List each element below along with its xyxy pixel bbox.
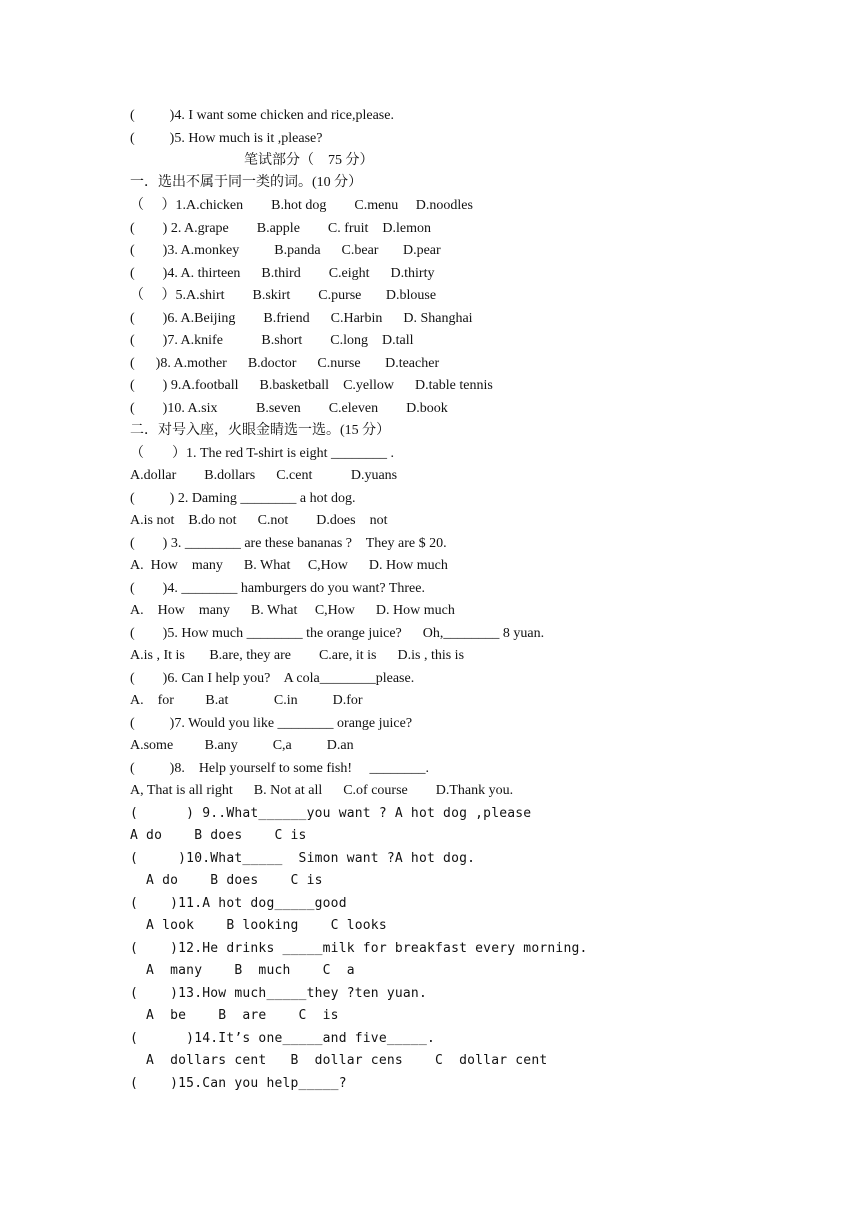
s2-question-8: ( )8. Help yourself to some fish! ________. [130, 761, 430, 776]
section2-title: 二．对号入座，火眼金睛选一选。(15 分） [130, 423, 391, 438]
s2-options-13: A be B are C is [130, 1008, 339, 1023]
s2-question-9: ( ) 9..What______you want ? A hot dog ,please [130, 806, 532, 821]
s2-question-13: ( )13.How much_____they ?ten yuan. [130, 986, 427, 1001]
s2-options-8: A, That is all right B. Not at all C.of course D.Thank you. [130, 783, 514, 798]
s1-question-9: ( ) 9.A.football B.basketball C.yellow D.table tennis [130, 378, 493, 393]
s1-question-3: ( )3. A.monkey B.panda C.bear D.pear [130, 243, 441, 258]
s2-options-6: A. for B.at C.in D.for [130, 693, 363, 708]
s1-question-10: ( )10. A.six B.seven C.eleven D.book [130, 401, 448, 416]
s2-options-10: A do B does C is [130, 873, 323, 888]
written-part-title: 笔试部分（ 75 分） [244, 153, 374, 168]
section1-title: 一．选出不属于同一类的词。(10 分） [130, 175, 363, 190]
s2-options-14: A dollars cent B dollar cens C dollar cent [130, 1053, 548, 1068]
s2-question-5: ( )5. How much ________ the orange juice? Oh,________ 8 yuan. [130, 626, 545, 641]
s2-options-7: A.some B.any C,a D.an [130, 738, 354, 753]
s2-question-12: ( )12.He drinks _____milk for breakfast every morning. [130, 941, 588, 956]
listening-item-5: ( )5. How much is it ,please? [130, 131, 323, 146]
s2-question-1: （ ）1. The red T-shirt is eight ________ . [130, 446, 395, 461]
s2-question-6: ( )6. Can I help you? A cola________please. [130, 671, 415, 686]
listening-item-4: ( )4. I want some chicken and rice,please. [130, 108, 394, 123]
s2-question-4: ( )4. ________ hamburgers do you want? Three. [130, 581, 425, 596]
s2-question-2: ( ) 2. Daming ________ a hot dog. [130, 491, 356, 506]
s1-question-2: ( ) 2. A.grape B.apple C. fruit D.lemon [130, 221, 431, 236]
s2-question-10: ( )10.What_____ Simon want ?A hot dog. [130, 851, 476, 866]
s2-options-12: A many B much C a [130, 963, 355, 978]
s2-options-3: A. How many B. What C,How D. How much [130, 558, 448, 573]
s2-question-3: ( ) 3. ________ are these bananas ? They are $ 20. [130, 536, 447, 551]
s1-question-8: ( )8. A.mother B.doctor C.nurse D.teacher [130, 356, 440, 371]
s2-options-9: A do B does C is [130, 828, 307, 843]
s2-options-11: A look B looking C looks [130, 918, 387, 933]
s2-options-5: A.is , It is B.are, they are C.are, it is D.is , this is [130, 648, 465, 663]
s2-options-2: A.is not B.do not C.not D.does not [130, 513, 388, 528]
s1-question-1: （ ）1.A.chicken B.hot dog C.menu D.noodles [130, 198, 473, 213]
s2-question-11: ( )11.A hot dog_____good [130, 896, 347, 911]
s1-question-6: ( )6. A.Beijing B.friend C.Harbin D. Shanghai [130, 311, 473, 326]
s2-question-14: ( )14.It’s one_____and five_____. [130, 1031, 436, 1046]
s2-options-1: A.dollar B.dollars C.cent D.yuans [130, 468, 398, 483]
s2-question-7: ( )7. Would you like ________ orange juice? [130, 716, 413, 731]
s1-question-5: （ ）5.A.shirt B.skirt C.purse D.blouse [130, 288, 437, 303]
s2-options-4: A. How many B. What C,How D. How much [130, 603, 455, 618]
s1-question-7: ( )7. A.knife B.short C.long D.tall [130, 333, 414, 348]
s2-question-15: ( )15.Can you help_____? [130, 1076, 347, 1091]
s1-question-4: ( )4. A. thirteen B.third C.eight D.thirty [130, 266, 435, 281]
